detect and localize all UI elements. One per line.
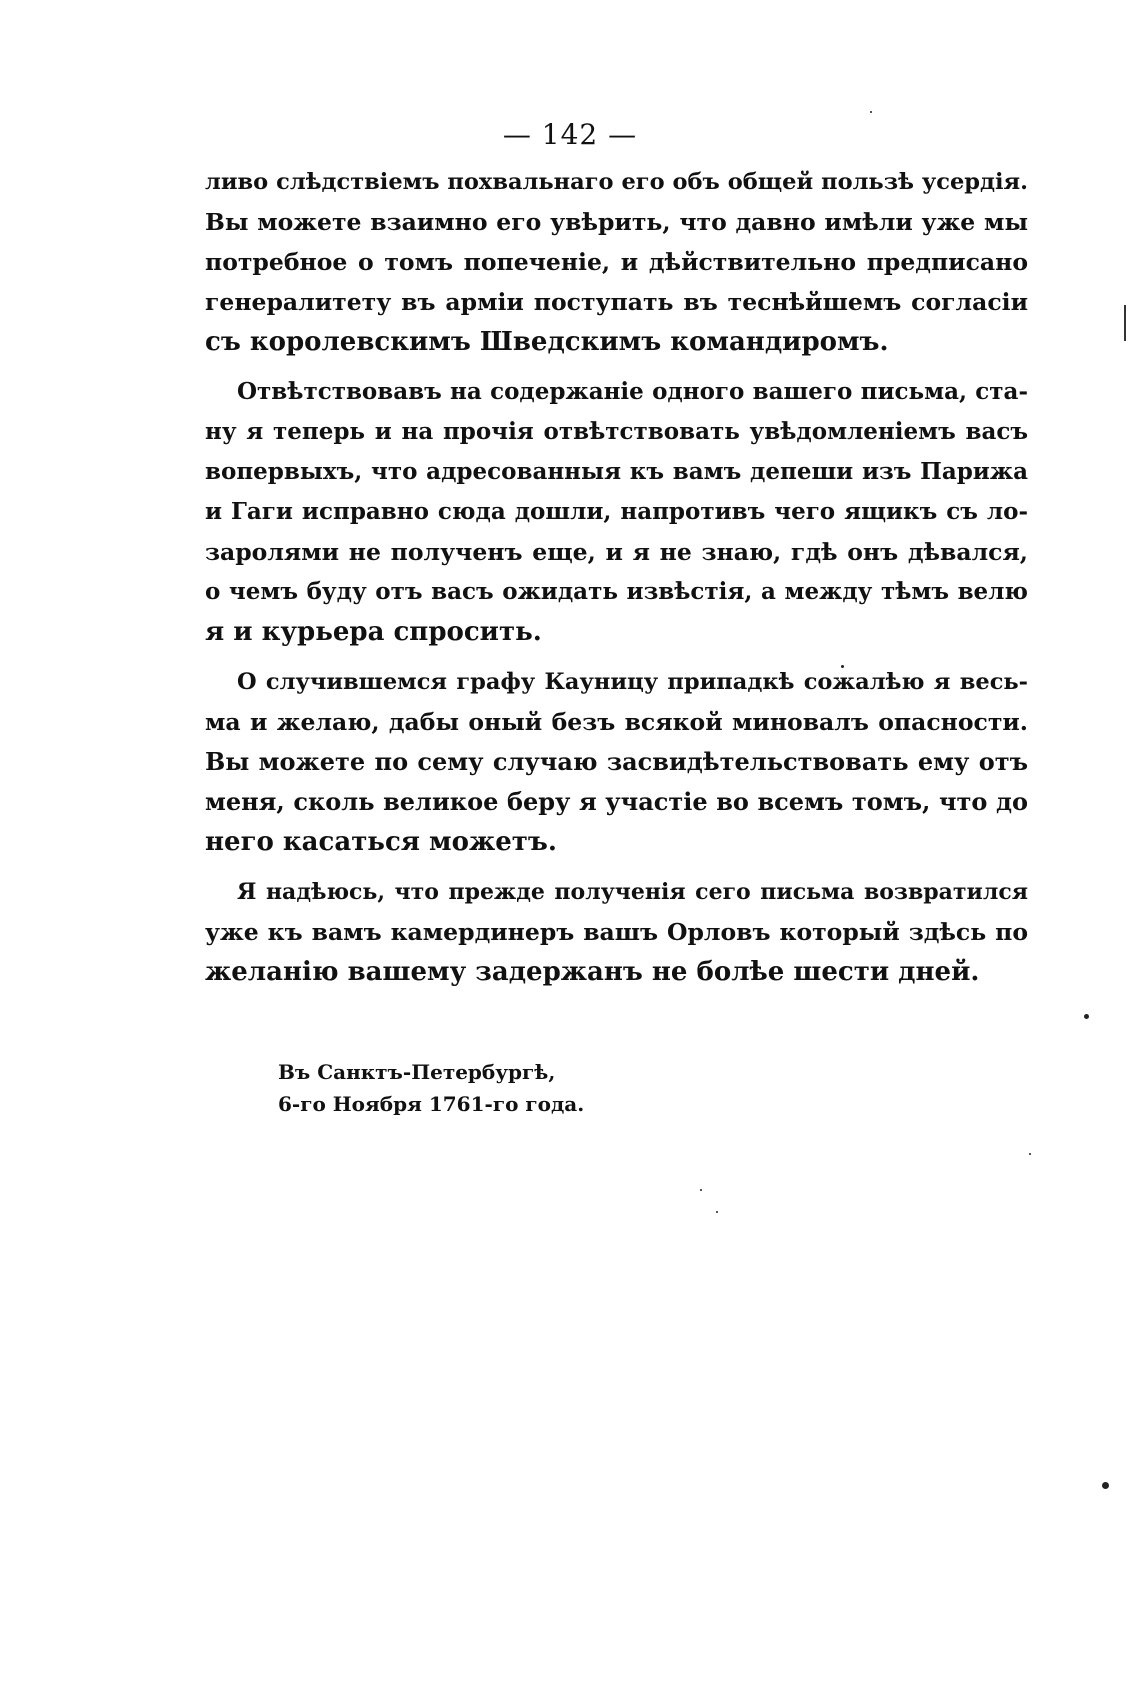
scan-speck: [1084, 1014, 1089, 1019]
text-line: Вы можете взаимно его увѣрить, что давно имѣли уже мы: [205, 208, 1028, 236]
text-line: я и курьера спросить.: [205, 617, 542, 647]
signoff-place: Въ Санктъ-Петербургѣ,: [278, 1060, 556, 1084]
scan-speck: [870, 111, 872, 113]
text-line: потребное о томъ попеченіе, и дѣйствительно предписано: [205, 248, 1028, 276]
scan-mark: [1124, 305, 1126, 341]
page-number: — 142 —: [502, 118, 638, 151]
text-line: заролями не полученъ еще, и я не знаю, гдѣ онъ дѣвался,: [205, 538, 1028, 566]
text-line: ма и желаю, дабы оный безъ всякой миновалъ опасности.: [205, 708, 1028, 736]
text-line: генералитету въ арміи поступать въ теснѣйшемъ согласіи: [205, 288, 1028, 316]
scan-speck: [841, 665, 844, 668]
text-line: О случившемся графу Кауницу припадкѣ сожалѣю я весь-: [237, 669, 1028, 695]
text-line: него касаться можетъ.: [205, 827, 557, 857]
text-line: уже къ вамъ камердинеръ вашъ Орловъ который здѣсь по: [205, 918, 1028, 946]
signoff-date: 6-го Ноября 1761-го года.: [278, 1092, 585, 1116]
text-line: о чемъ буду отъ васъ ожидать извѣстія, а между тѣмъ велю: [205, 578, 1028, 605]
text-line: съ королевскимъ Шведскимъ командиромъ.: [205, 327, 889, 357]
text-line: меня, сколь великое беру я участіе во всемъ томъ, что до: [205, 787, 1028, 816]
scan-speck: [1029, 1153, 1031, 1155]
text-line: ливо слѣдствіемъ похвальнаго его объ общей пользѣ усердія.: [205, 169, 1028, 195]
text-line: Я надѣюсь, что прежде полученія сего письма возвратился: [237, 879, 1028, 905]
scan-speck: [716, 1211, 718, 1213]
text-line: Вы можете по сему случаю засвидѣтельствовать ему отъ: [205, 747, 1028, 776]
text-line: желанію вашему задержанъ не болѣе шести дней.: [205, 957, 980, 987]
text-line: и Гаги исправно сюда дошли, напротивъ чего ящикъ съ ло-: [205, 498, 1028, 525]
text-line: Отвѣтствовавъ на содержаніе одного вашего письма, ста-: [237, 378, 1028, 405]
scan-speck: [700, 1189, 702, 1191]
scan-speck: [1102, 1482, 1109, 1489]
text-line: ну я теперь и на прочія отвѣтствовать увѣдомленіемъ васъ: [205, 418, 1028, 445]
text-line: вопервыхъ, что адресованныя къ вамъ депеши изъ Парижа: [205, 458, 1028, 485]
